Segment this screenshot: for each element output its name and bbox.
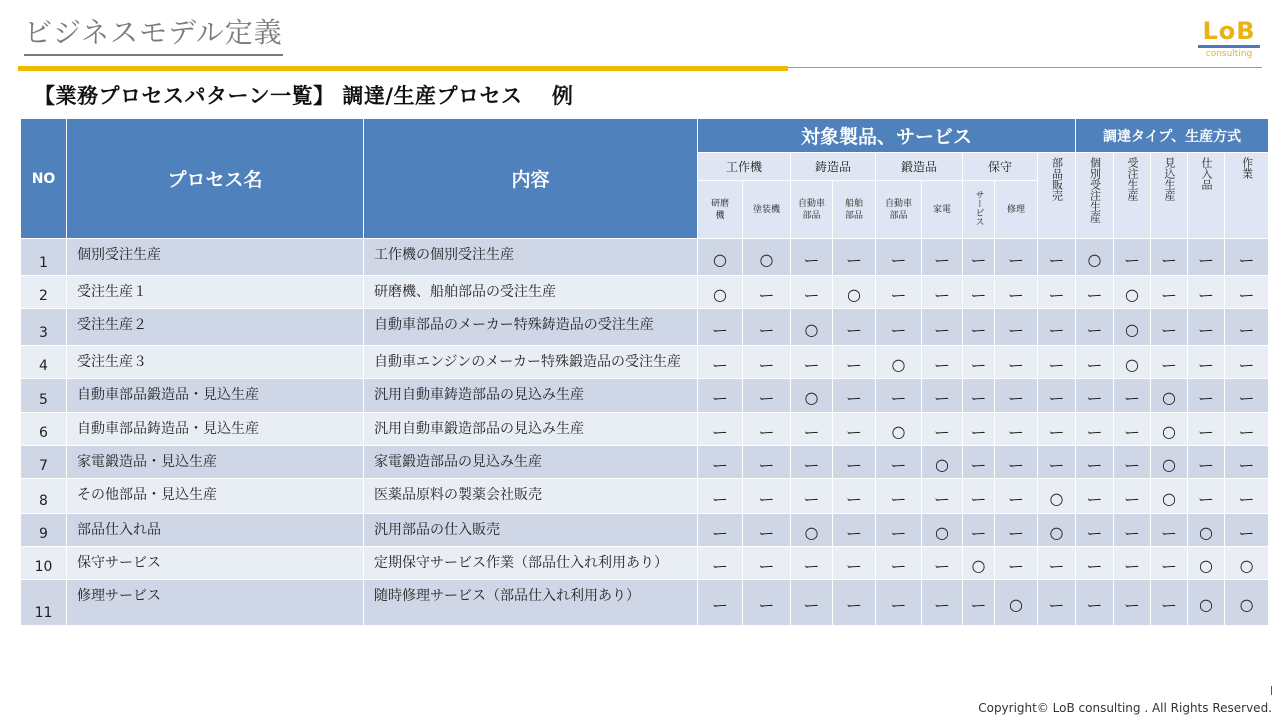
mark-cell: ○ [922,514,963,547]
process-name-cell: 個別受注生産 [67,239,364,276]
header-maintenance: 保守 [963,153,1038,181]
process-content-cell: 定期保守サービス作業（部品仕入れ利用あり） [364,547,698,580]
mark-cell: ー [995,547,1038,580]
mark-cell: ○ [1038,514,1076,547]
mark-cell: ー [1076,580,1114,626]
mark-cell: ー [698,514,743,547]
mark-cell: ー [698,346,743,379]
mark-cell: ー [1151,547,1188,580]
mark-cell: ー [833,446,876,479]
mark-cell: ー [833,580,876,626]
mark-cell: ー [1188,479,1225,514]
header-machine-tools: 工作機 [698,153,791,181]
mark-cell: ー [791,479,833,514]
mark-cell: ー [1076,346,1114,379]
header-service: サービス [963,181,995,239]
header-ship-parts: 船舶部品 [833,181,876,239]
mark-cell: ー [876,514,922,547]
mark-cell: ー [1225,379,1269,413]
mark-cell: ー [1038,239,1076,276]
mark-cell: ー [1114,239,1151,276]
mark-cell: ー [743,446,791,479]
mark-cell: ー [922,547,963,580]
mark-cell: ー [1188,239,1225,276]
mark-cell: ー [876,479,922,514]
header-purchased-goods: 仕入品 [1188,153,1225,239]
mark-cell: ー [1151,580,1188,626]
header-auto-parts-casting: 自動車部品 [791,181,833,239]
row-number: 5 [21,379,67,413]
header-appliances: 家電 [922,181,963,239]
mark-cell: ー [1225,276,1269,309]
mark-cell: ○ [963,547,995,580]
table-row [21,479,1269,514]
mark-cell: ○ [791,309,833,346]
mark-cell: ー [963,479,995,514]
mark-cell: ー [995,309,1038,346]
mark-cell: ー [922,379,963,413]
mark-cell: ー [791,547,833,580]
header-made-to-order: 受注生産 [1114,153,1151,239]
mark-cell: ー [963,446,995,479]
mark-cell: ー [995,413,1038,446]
process-content-cell: 随時修理サービス（部品仕入れ利用あり） [364,580,698,626]
mark-cell: ー [791,413,833,446]
mark-cell: ー [1151,514,1188,547]
process-name-cell: 受注生産２ [67,309,364,346]
row-number: 2 [21,276,67,309]
mark-cell: ○ [1038,479,1076,514]
mark-cell: ー [1114,580,1151,626]
mark-cell: ー [876,276,922,309]
mark-cell: ー [1151,239,1188,276]
process-name-cell: 自動車部品鍛造品・見込生産 [67,379,364,413]
mark-cell: ○ [1151,379,1188,413]
mark-cell: ○ [922,446,963,479]
table-body [21,239,1269,626]
mark-cell: ○ [1225,580,1269,626]
mark-cell: ー [963,239,995,276]
table-row [21,239,1269,276]
mark-cell: ー [1038,309,1076,346]
mark-cell: ー [1114,514,1151,547]
mark-cell: ー [698,446,743,479]
mark-cell: ー [1225,479,1269,514]
mark-cell: ー [922,309,963,346]
mark-cell: ー [1076,514,1114,547]
mark-cell: ○ [791,379,833,413]
mark-cell: ○ [1225,547,1269,580]
mark-cell: ○ [698,276,743,309]
mark-cell: ー [963,580,995,626]
mark-cell: ー [1038,413,1076,446]
process-name-cell: 受注生産３ [67,346,364,379]
mark-cell: ー [963,413,995,446]
mark-cell: ー [833,479,876,514]
mark-cell: ー [1038,276,1076,309]
mark-cell: ー [1076,309,1114,346]
mark-cell: ○ [1114,276,1151,309]
mark-cell: ー [833,379,876,413]
mark-cell: ー [995,446,1038,479]
mark-cell: ー [922,413,963,446]
mark-cell: ー [743,547,791,580]
mark-cell: ー [833,346,876,379]
header-painter: 塗装機 [743,181,791,239]
header-auto-parts-forging: 自動車部品 [876,181,922,239]
header-target-products: 対象製品、サービス [698,119,1076,153]
mark-cell: ー [1151,346,1188,379]
mark-cell: ○ [743,239,791,276]
mark-cell: ー [833,309,876,346]
header-work: 作業 [1225,153,1269,239]
mark-cell: ー [995,346,1038,379]
mark-cell: ○ [1188,514,1225,547]
process-content-cell: 汎用自動車鍛造部品の見込み生産 [364,413,698,446]
company-logo [1198,18,1260,59]
mark-cell: ー [1151,309,1188,346]
process-content-cell: 自動車部品のメーカー特殊鋳造品の受注生産 [364,309,698,346]
mark-cell: ー [698,413,743,446]
process-content-cell: 研磨機、船舶部品の受注生産 [364,276,698,309]
logo-subtext: consulting [1205,49,1253,59]
mark-cell: ー [1114,547,1151,580]
row-number: 6 [21,413,67,446]
mark-cell: ○ [1151,413,1188,446]
logo-underline [1198,45,1260,48]
mark-cell: ー [743,309,791,346]
header-parts-sales: 部品販売 [1038,153,1076,239]
mark-cell: ○ [1188,547,1225,580]
mark-cell: ー [791,239,833,276]
mark-cell: ー [1076,413,1114,446]
section-heading: 【業務プロセスパターン一覧】 調達/生産プロセス 例 [34,84,574,108]
process-name-cell: 家電鍛造品・見込生産 [67,446,364,479]
copyright-text: Copyright© LoB consulting . All Rights Reserved. [978,701,1272,715]
mark-cell: ー [995,239,1038,276]
mark-cell: ー [1076,479,1114,514]
mark-cell: ー [922,239,963,276]
logo-text: LoB [1202,17,1256,45]
mark-cell: ー [1225,446,1269,479]
process-content-cell: 医薬品原料の製薬会社販売 [364,479,698,514]
mark-cell: ○ [1188,580,1225,626]
mark-cell: ー [922,479,963,514]
mark-cell: ー [1038,580,1076,626]
process-name-cell: 部品仕入れ品 [67,514,364,547]
mark-cell: ー [1188,309,1225,346]
slide-title: ビジネスモデル定義 [24,14,283,56]
header-made-to-order-individual: 個別受注生産 [1076,153,1114,239]
row-number: 1 [21,239,67,276]
mark-cell: ー [698,547,743,580]
mark-cell: ー [833,413,876,446]
table-row [21,514,1269,547]
table-row [21,580,1269,626]
row-number: 9 [21,514,67,547]
process-name-cell: 保守サービス [67,547,364,580]
process-name-cell: 修理サービス [67,580,364,626]
header-forgings: 鍛造品 [876,153,963,181]
mark-cell: ○ [1151,479,1188,514]
table-row [21,446,1269,479]
mark-cell: ー [743,379,791,413]
mark-cell: ー [876,547,922,580]
mark-cell: ○ [876,413,922,446]
mark-cell: ー [1114,379,1151,413]
mark-cell: ー [743,276,791,309]
mark-cell: ー [876,309,922,346]
mark-cell: ー [963,309,995,346]
mark-cell: ー [1225,346,1269,379]
mark-cell: ○ [876,346,922,379]
row-number: 10 [21,547,67,580]
table-row [21,276,1269,309]
process-content-cell: 汎用部品の仕入販売 [364,514,698,547]
row-number: 4 [21,346,67,379]
header-content: 内容 [364,119,698,239]
row-number: 7 [21,446,67,479]
header-no: NO [21,119,67,239]
mark-cell: ー [1076,276,1114,309]
mark-cell: ○ [1151,446,1188,479]
mark-cell: ー [1188,413,1225,446]
header-procurement-type: 調達タイプ、生産方式 [1076,119,1269,153]
mark-cell: ー [922,580,963,626]
mark-cell: ー [995,276,1038,309]
mark-cell: ー [743,514,791,547]
header-repair: 修理 [995,181,1038,239]
mark-cell: ー [963,346,995,379]
mark-cell: ー [963,379,995,413]
mark-cell: ○ [1114,346,1151,379]
mark-cell: ー [876,446,922,479]
mark-cell: ー [1114,446,1151,479]
process-content-cell: 自動車エンジンのメーカー特殊鍛造品の受注生産 [364,346,698,379]
table-row [21,379,1269,413]
mark-cell: ー [698,379,743,413]
process-name-cell: 自動車部品鋳造品・見込生産 [67,413,364,446]
title-divider-accent [18,66,788,71]
row-number: 3 [21,309,67,346]
mark-cell: ○ [833,276,876,309]
mark-cell: ー [995,379,1038,413]
mark-cell: ー [1038,547,1076,580]
title-divider-line [788,67,1262,68]
mark-cell: ー [1188,276,1225,309]
process-content-cell: 家電鍛造部品の見込み生産 [364,446,698,479]
header-grinder: 研磨機 [698,181,743,239]
process-content-cell: 工作機の個別受注生産 [364,239,698,276]
mark-cell: ー [791,346,833,379]
mark-cell: ー [876,379,922,413]
header-make-to-stock: 見込生産 [1151,153,1188,239]
mark-cell: ー [1225,239,1269,276]
table-row [21,346,1269,379]
mark-cell: ○ [1114,309,1151,346]
mark-cell: ー [743,413,791,446]
row-number: 8 [21,479,67,514]
mark-cell: ○ [791,514,833,547]
mark-cell: ー [1076,446,1114,479]
mark-cell: ー [698,580,743,626]
mark-cell: ○ [698,239,743,276]
mark-cell: ー [1114,479,1151,514]
mark-cell: ー [743,580,791,626]
mark-cell: ー [922,346,963,379]
process-content-cell: 汎用自動車鋳造部品の見込み生産 [364,379,698,413]
process-name-cell: その他部品・見込生産 [67,479,364,514]
mark-cell: ー [995,514,1038,547]
mark-cell: ー [833,547,876,580]
mark-cell: ー [1038,346,1076,379]
mark-cell: ー [1225,413,1269,446]
mark-cell: ー [963,276,995,309]
mark-cell: ー [1114,413,1151,446]
table-row [21,309,1269,346]
mark-cell: ー [1188,379,1225,413]
process-name-cell: 受注生産１ [67,276,364,309]
mark-cell: ー [791,446,833,479]
process-pattern-table [20,118,1269,626]
mark-cell: ー [1076,379,1114,413]
mark-cell: ー [995,479,1038,514]
table-row [21,413,1269,446]
mark-cell: ー [1225,514,1269,547]
mark-cell: ー [791,276,833,309]
mark-cell: ー [963,514,995,547]
header-castings: 鋳造品 [791,153,876,181]
mark-cell: ー [1038,446,1076,479]
mark-cell: ー [1076,547,1114,580]
mark-cell: ー [743,346,791,379]
mark-cell: ー [791,580,833,626]
mark-cell: ー [922,276,963,309]
mark-cell: ー [743,479,791,514]
mark-cell: ー [1188,346,1225,379]
mark-cell: ー [698,309,743,346]
header-process-name: プロセス名 [67,119,364,239]
mark-cell: ー [1188,446,1225,479]
mark-cell: ー [833,239,876,276]
footer-tick [1271,686,1272,695]
mark-cell: ー [1038,379,1076,413]
row-number: 11 [21,580,67,626]
mark-cell: ー [876,580,922,626]
table-row [21,547,1269,580]
mark-cell: ー [833,514,876,547]
mark-cell: ○ [995,580,1038,626]
mark-cell: ー [698,479,743,514]
mark-cell: ○ [1076,239,1114,276]
mark-cell: ー [876,239,922,276]
mark-cell: ー [1151,276,1188,309]
mark-cell: ー [1225,309,1269,346]
